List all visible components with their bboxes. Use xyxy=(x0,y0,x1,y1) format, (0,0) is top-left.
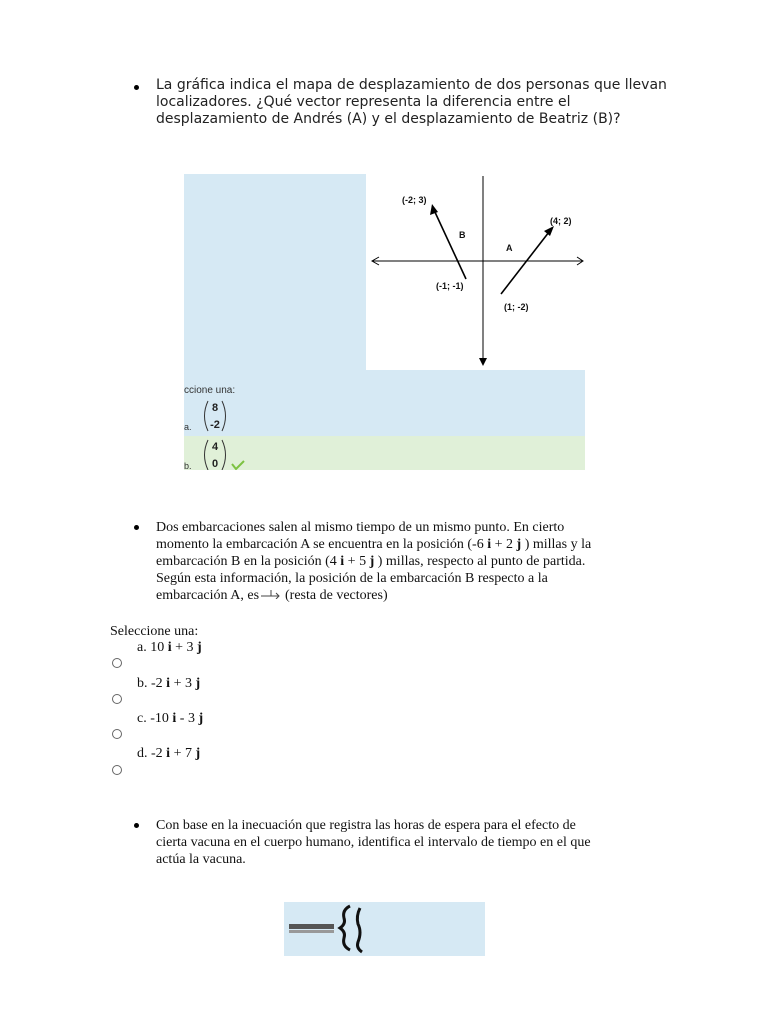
q2-l2-pre: momento la embarcación A se encuentra en la posición (-6 xyxy=(156,537,488,552)
vector-b xyxy=(434,210,466,279)
vector-a-arrowhead xyxy=(544,226,554,236)
q2-radio-b[interactable] xyxy=(112,694,122,704)
q2-option-a-pre: 10 xyxy=(150,640,168,655)
q2-option-b-i: i xyxy=(166,676,171,691)
q2-l3-i: i xyxy=(340,554,345,569)
q2-option-a-mid: + 3 xyxy=(171,640,198,655)
q2-option-c[interactable] xyxy=(137,711,203,727)
q2-l3-post: ) millas, respecto al punto de partida. xyxy=(374,554,586,569)
question-2-text xyxy=(156,519,676,604)
q2-option-d-mid: + 7 xyxy=(170,746,196,761)
q2-option-c-pre: -10 xyxy=(150,711,173,726)
inequation-image xyxy=(284,902,485,956)
q2-l2-i: i xyxy=(487,537,492,552)
q2-option-a-letter: a. xyxy=(137,640,147,655)
question-2-line-5 xyxy=(156,587,676,604)
q2-radio-d[interactable] xyxy=(112,765,122,775)
question-3-line-1: Con base en la inecuación que registra las horas de espera para el efecto de xyxy=(156,818,576,833)
inequation-bar-dark xyxy=(289,924,334,929)
q2-option-d-i: i xyxy=(166,746,171,761)
question-3-line-2: cierta vacuna en el cuerpo humano, identifica el intervalo de tiempo en el que xyxy=(156,835,591,850)
label-b-bottom: (-1; -1) xyxy=(436,281,464,291)
q2-radio-c[interactable] xyxy=(112,729,122,739)
question-3-text xyxy=(156,817,696,868)
q2-option-c-i: i xyxy=(172,711,177,726)
label-a: A xyxy=(506,243,513,253)
q2-option-b-j: j xyxy=(195,676,201,691)
figure-select-prompt: ccione una: xyxy=(184,385,236,396)
figure-bg-left xyxy=(184,174,366,370)
q2-l3-pre: embarcación B en la posición (4 xyxy=(156,554,341,569)
q2-option-c-mid: - 3 xyxy=(176,711,199,726)
bullet-3 xyxy=(134,823,139,828)
option-a-top: 8 xyxy=(211,402,219,414)
question-2-line-3 xyxy=(156,553,676,570)
q2-option-b-letter: b. xyxy=(137,676,148,691)
label-a-top: (4; 2) xyxy=(550,216,572,226)
label-a-bottom: (1; -2) xyxy=(504,302,529,312)
label-b: B xyxy=(459,230,466,240)
question-3-line-3: actúa la vacuna. xyxy=(156,852,246,867)
label-b-top: (-2; 3) xyxy=(402,195,427,205)
vector-b-arrowhead xyxy=(430,204,438,215)
option-a-bottom: -2 xyxy=(210,419,220,431)
q2-option-d-pre: -2 xyxy=(151,746,167,761)
question-2-line-4: Según esta información, la posición de la embarcación B respecto a la xyxy=(156,571,548,586)
q2-l5-post: (resta de vectores) xyxy=(285,588,388,603)
q2-option-b-pre: -2 xyxy=(151,676,167,691)
figure-option-b-letter: b. xyxy=(184,461,192,470)
q2-option-a-j: j xyxy=(197,640,202,655)
left-brace-icon xyxy=(340,906,350,950)
q2-option-b[interactable] xyxy=(137,676,200,692)
q2-option-a[interactable] xyxy=(137,640,202,656)
q2-l2-plus: + 2 xyxy=(491,537,517,552)
vector-figure xyxy=(184,174,585,470)
q2-l5-pre: embarcación A, es xyxy=(156,588,260,603)
q2-l2-j: j xyxy=(516,537,522,552)
q2-option-a-i: i xyxy=(167,640,172,655)
option-b-bottom: 0 xyxy=(211,458,219,470)
question-2-line-2 xyxy=(156,536,676,553)
inequation-bar-light xyxy=(289,930,334,933)
option-b-top: 4 xyxy=(211,441,219,453)
q2-option-d[interactable] xyxy=(137,746,200,762)
q2-l2-post: ) millas y la xyxy=(521,537,592,552)
q2-l3-mid: + 5 xyxy=(344,554,370,569)
question-2-line-1: Dos embarcaciones salen al mismo tiempo de un mismo punto. En cierto xyxy=(156,520,565,535)
bullet-2 xyxy=(134,525,139,530)
q2-select-prompt: Seleccione una: xyxy=(110,624,199,639)
vector-a xyxy=(501,232,549,294)
q2-option-d-letter: d. xyxy=(137,746,148,761)
q2-l3-j: j xyxy=(369,554,375,569)
figure-bg-option-b xyxy=(184,436,585,470)
vector-arrow-icon xyxy=(259,587,285,599)
bullet-1 xyxy=(134,85,139,90)
figure-bg-option-a xyxy=(184,370,585,436)
q2-option-c-j: j xyxy=(198,711,204,726)
q2-option-d-j: j xyxy=(195,746,201,761)
y-axis-arrow xyxy=(479,358,487,366)
q2-option-c-letter: c. xyxy=(137,711,147,726)
q2-option-b-mid: + 3 xyxy=(170,676,196,691)
brace-fragment-icon xyxy=(357,908,362,952)
q2-radio-a[interactable] xyxy=(112,658,122,668)
figure-option-a-letter: a. xyxy=(184,422,192,432)
question-1-text: La gráfica indica el mapa de desplazamiento de dos personas que llevan localizadores. ¿Qué vector representa la diferencia entre el desplazamiento de Andrés (A) y el desplazamiento de Beatriz (B)? xyxy=(156,77,667,127)
